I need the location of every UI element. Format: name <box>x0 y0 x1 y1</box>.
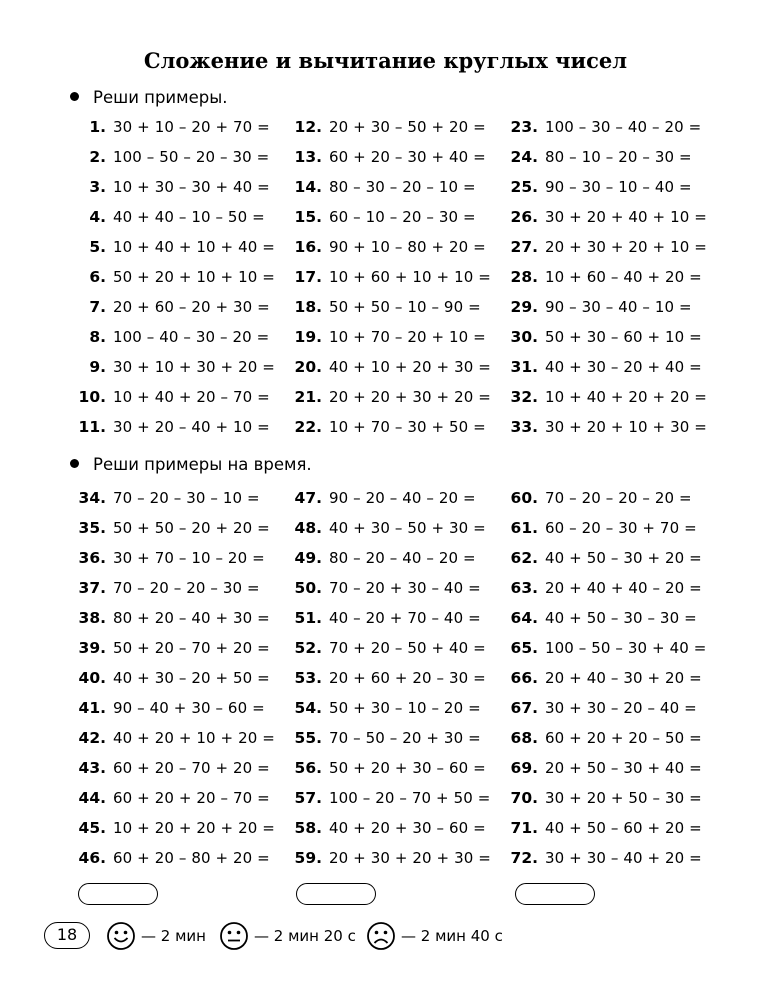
example-expression: 90 – 30 – 10 – 40 = <box>545 178 692 196</box>
example-number: 45. <box>78 819 106 837</box>
example-expression: 20 + 30 + 20 + 30 = <box>329 849 491 867</box>
example-number: 35. <box>78 519 106 537</box>
example-item <box>286 202 516 232</box>
example-number: 52. <box>294 639 322 657</box>
example-expression: 40 + 50 – 60 + 20 = <box>545 819 702 837</box>
example-item <box>502 352 732 382</box>
example-number: 66. <box>510 669 538 687</box>
example-number: 69. <box>510 759 538 777</box>
example-expression: 20 + 60 + 20 – 30 = <box>329 669 486 687</box>
example-item <box>502 202 732 232</box>
example-item <box>502 753 732 783</box>
example-item <box>70 322 300 352</box>
example-expression: 90 – 30 – 40 – 10 = <box>545 298 692 316</box>
example-item <box>286 663 516 693</box>
example-number: 28. <box>510 268 538 286</box>
example-expression: 50 + 20 – 70 + 20 = <box>113 639 270 657</box>
example-item <box>502 292 732 322</box>
example-expression: 60 + 20 – 70 + 20 = <box>113 759 270 777</box>
example-expression: 60 – 20 – 30 + 70 = <box>545 519 697 537</box>
example-expression: 30 + 10 – 20 + 70 = <box>113 118 270 136</box>
example-expression: 100 – 50 – 30 + 40 = <box>545 639 707 657</box>
example-number: 30. <box>510 328 538 346</box>
example-expression: 10 + 40 + 20 – 70 = <box>113 388 270 406</box>
example-number: 59. <box>294 849 322 867</box>
example-item <box>70 262 300 292</box>
example-number: 70. <box>510 789 538 807</box>
example-expression: 10 + 20 + 20 + 20 = <box>113 819 275 837</box>
example-expression: 90 – 40 + 30 – 60 = <box>113 699 265 717</box>
example-number: 31. <box>510 358 538 376</box>
example-item <box>286 232 516 262</box>
example-number: 1. <box>89 118 106 136</box>
example-number: 64. <box>510 609 538 627</box>
example-expression: 20 + 30 + 20 + 10 = <box>545 238 707 256</box>
example-item <box>286 723 516 753</box>
example-expression: 10 + 70 – 30 + 50 = <box>329 418 486 436</box>
example-expression: 100 – 40 – 30 – 20 = <box>113 328 270 346</box>
example-number: 42. <box>78 729 106 747</box>
example-item <box>502 663 732 693</box>
example-item <box>502 843 732 873</box>
example-number: 32. <box>510 388 538 406</box>
example-item <box>286 112 516 142</box>
example-item <box>70 813 300 843</box>
example-item <box>70 543 300 573</box>
example-number: 8. <box>89 328 106 346</box>
example-expression: 80 + 20 – 40 + 30 = <box>113 609 270 627</box>
example-number: 5. <box>89 238 106 256</box>
example-expression: 70 – 20 – 30 – 10 = <box>113 489 260 507</box>
example-number: 10. <box>78 388 106 406</box>
example-number: 34. <box>78 489 106 507</box>
example-number: 40. <box>78 669 106 687</box>
example-number: 11. <box>78 418 106 436</box>
example-number: 41. <box>78 699 106 717</box>
example-expression: 10 + 40 + 20 + 20 = <box>545 388 707 406</box>
example-expression: 10 + 60 – 40 + 20 = <box>545 268 702 286</box>
example-item <box>70 292 300 322</box>
example-expression: 30 + 20 + 50 – 30 = <box>545 789 702 807</box>
example-number: 3. <box>89 178 106 196</box>
example-number: 72. <box>510 849 538 867</box>
example-number: 16. <box>294 238 322 256</box>
example-item <box>70 352 300 382</box>
answer-box-3[interactable] <box>515 883 595 905</box>
example-item <box>286 513 516 543</box>
example-item <box>286 633 516 663</box>
example-expression: 40 + 20 + 10 + 20 = <box>113 729 275 747</box>
example-item <box>70 412 300 442</box>
example-expression: 60 + 20 – 80 + 20 = <box>113 849 270 867</box>
example-expression: 20 + 30 – 50 + 20 = <box>329 118 486 136</box>
example-expression: 20 + 50 – 30 + 40 = <box>545 759 702 777</box>
example-number: 4. <box>89 208 106 226</box>
example-number: 24. <box>510 148 538 166</box>
example-item <box>502 412 732 442</box>
example-expression: 40 + 40 – 10 – 50 = <box>113 208 265 226</box>
example-item <box>70 843 300 873</box>
example-number: 38. <box>78 609 106 627</box>
example-expression: 30 + 20 – 40 + 10 = <box>113 418 270 436</box>
instruction-2 <box>70 455 312 474</box>
example-expression: 80 – 30 – 20 – 10 = <box>329 178 476 196</box>
timing-fast <box>106 921 206 951</box>
example-number: 55. <box>294 729 322 747</box>
example-item <box>502 633 732 663</box>
example-number: 53. <box>294 669 322 687</box>
example-item <box>502 813 732 843</box>
example-expression: 40 + 50 – 30 – 30 = <box>545 609 697 627</box>
timing-medium <box>219 921 356 951</box>
example-item <box>502 693 732 723</box>
example-number: 33. <box>510 418 538 436</box>
example-number: 44. <box>78 789 106 807</box>
example-item <box>502 483 732 513</box>
example-number: 46. <box>78 849 106 867</box>
example-expression: 60 – 10 – 20 – 30 = <box>329 208 476 226</box>
answer-box-2[interactable] <box>296 883 376 905</box>
example-number: 19. <box>294 328 322 346</box>
example-item <box>286 543 516 573</box>
example-item <box>286 693 516 723</box>
example-expression: 40 + 10 + 20 + 30 = <box>329 358 491 376</box>
example-item <box>286 322 516 352</box>
example-item <box>286 753 516 783</box>
example-expression: 10 + 30 – 30 + 40 = <box>113 178 270 196</box>
example-number: 65. <box>510 639 538 657</box>
example-item <box>70 723 300 753</box>
example-item <box>286 603 516 633</box>
example-expression: 70 + 20 – 50 + 40 = <box>329 639 486 657</box>
example-number: 68. <box>510 729 538 747</box>
example-expression: 30 + 20 + 10 + 30 = <box>545 418 707 436</box>
example-item <box>502 172 732 202</box>
example-expression: 100 – 30 – 40 – 20 = <box>545 118 702 136</box>
neutral-face-icon <box>219 921 249 951</box>
example-expression: 20 + 40 + 40 – 20 = <box>545 579 702 597</box>
example-expression: 10 + 60 + 10 + 10 = <box>329 268 491 286</box>
example-number: 36. <box>78 549 106 567</box>
example-item <box>502 573 732 603</box>
example-item <box>286 142 516 172</box>
example-number: 27. <box>510 238 538 256</box>
example-item <box>70 513 300 543</box>
example-item <box>502 322 732 352</box>
example-number: 62. <box>510 549 538 567</box>
example-item <box>502 513 732 543</box>
example-item <box>286 292 516 322</box>
example-item <box>70 603 300 633</box>
example-number: 6. <box>89 268 106 286</box>
example-expression: 30 + 30 – 40 + 20 = <box>545 849 702 867</box>
bullet-icon <box>70 92 79 101</box>
example-number: 49. <box>294 549 322 567</box>
example-expression: 40 + 50 – 30 + 20 = <box>545 549 702 567</box>
example-item <box>286 382 516 412</box>
example-expression: 80 – 10 – 20 – 30 = <box>545 148 692 166</box>
answer-box-1[interactable] <box>78 883 158 905</box>
example-number: 71. <box>510 819 538 837</box>
example-expression: 40 + 20 + 30 – 60 = <box>329 819 486 837</box>
example-expression: 70 – 20 – 20 – 30 = <box>113 579 260 597</box>
example-expression: 60 + 20 + 20 – 50 = <box>545 729 702 747</box>
example-number: 25. <box>510 178 538 196</box>
example-expression: 100 – 20 – 70 + 50 = <box>329 789 491 807</box>
example-number: 39. <box>78 639 106 657</box>
bullet-icon <box>70 459 79 468</box>
example-expression: 60 + 20 – 30 + 40 = <box>329 148 486 166</box>
example-expression: 50 + 20 + 30 – 60 = <box>329 759 486 777</box>
example-number: 48. <box>294 519 322 537</box>
example-expression: 30 + 30 – 20 – 40 = <box>545 699 697 717</box>
example-item <box>286 843 516 873</box>
example-number: 21. <box>294 388 322 406</box>
example-item <box>70 633 300 663</box>
smiling-face-icon <box>106 921 136 951</box>
example-item <box>286 352 516 382</box>
example-item <box>286 262 516 292</box>
example-expression: 20 + 40 – 30 + 20 = <box>545 669 702 687</box>
example-expression: 30 + 20 + 40 + 10 = <box>545 208 707 226</box>
example-expression: 90 + 10 – 80 + 20 = <box>329 238 486 256</box>
example-item <box>70 693 300 723</box>
example-item <box>70 112 300 142</box>
example-number: 9. <box>89 358 106 376</box>
example-item <box>286 483 516 513</box>
example-item <box>70 753 300 783</box>
example-number: 2. <box>89 148 106 166</box>
example-number: 37. <box>78 579 106 597</box>
example-number: 54. <box>294 699 322 717</box>
example-item <box>70 232 300 262</box>
example-number: 15. <box>294 208 322 226</box>
timing-slow-label: — 2 мин 40 с <box>401 927 503 945</box>
example-item <box>502 142 732 172</box>
example-item <box>502 232 732 262</box>
example-item <box>286 573 516 603</box>
example-expression: 90 – 20 – 40 – 20 = <box>329 489 476 507</box>
example-expression: 50 + 50 – 20 + 20 = <box>113 519 270 537</box>
example-expression: 70 – 20 – 20 – 20 = <box>545 489 692 507</box>
example-number: 7. <box>89 298 106 316</box>
example-item <box>70 783 300 813</box>
instruction-2-text: Реши примеры на время. <box>93 455 312 474</box>
example-item <box>502 723 732 753</box>
example-expression: 50 + 30 – 60 + 10 = <box>545 328 702 346</box>
sad-face-icon <box>366 921 396 951</box>
example-number: 18. <box>294 298 322 316</box>
example-number: 56. <box>294 759 322 777</box>
example-expression: 20 + 60 – 20 + 30 = <box>113 298 270 316</box>
example-item <box>286 172 516 202</box>
example-expression: 80 – 20 – 40 – 20 = <box>329 549 476 567</box>
example-item <box>502 603 732 633</box>
example-expression: 40 – 20 + 70 – 40 = <box>329 609 481 627</box>
page-number: 18 <box>44 922 90 949</box>
example-number: 61. <box>510 519 538 537</box>
example-expression: 40 + 30 – 50 + 30 = <box>329 519 486 537</box>
example-expression: 50 + 30 – 10 – 20 = <box>329 699 481 717</box>
instruction-1-text: Реши примеры. <box>93 88 228 107</box>
example-number: 17. <box>294 268 322 286</box>
example-number: 20. <box>294 358 322 376</box>
example-number: 67. <box>510 699 538 717</box>
example-item <box>286 783 516 813</box>
example-item <box>70 483 300 513</box>
example-number: 13. <box>294 148 322 166</box>
example-expression: 50 + 50 – 10 – 90 = <box>329 298 481 316</box>
example-number: 12. <box>294 118 322 136</box>
example-expression: 40 + 30 – 20 + 40 = <box>545 358 702 376</box>
example-item <box>502 262 732 292</box>
example-expression: 20 + 20 + 30 + 20 = <box>329 388 491 406</box>
example-expression: 70 – 50 – 20 + 30 = <box>329 729 481 747</box>
example-number: 57. <box>294 789 322 807</box>
example-expression: 70 – 20 + 30 – 40 = <box>329 579 481 597</box>
example-item <box>70 142 300 172</box>
timing-slow <box>366 921 503 951</box>
example-item <box>70 663 300 693</box>
example-expression: 10 + 40 + 10 + 40 = <box>113 238 275 256</box>
example-item <box>70 202 300 232</box>
example-expression: 100 – 50 – 20 – 30 = <box>113 148 270 166</box>
example-number: 51. <box>294 609 322 627</box>
instruction-1 <box>70 88 228 107</box>
example-item <box>502 382 732 412</box>
example-number: 60. <box>510 489 538 507</box>
example-number: 43. <box>78 759 106 777</box>
page-title: Сложение и вычитание круглых чисел <box>143 48 628 73</box>
example-item <box>70 172 300 202</box>
example-item <box>70 382 300 412</box>
timing-fast-label: — 2 мин <box>141 927 206 945</box>
example-number: 29. <box>510 298 538 316</box>
example-item <box>502 783 732 813</box>
example-number: 22. <box>294 418 322 436</box>
timing-medium-label: — 2 мин 20 с <box>254 927 356 945</box>
example-expression: 50 + 20 + 10 + 10 = <box>113 268 275 286</box>
example-expression: 30 + 10 + 30 + 20 = <box>113 358 275 376</box>
example-expression: 10 + 70 – 20 + 10 = <box>329 328 486 346</box>
example-expression: 60 + 20 + 20 – 70 = <box>113 789 270 807</box>
example-item <box>502 112 732 142</box>
example-number: 26. <box>510 208 538 226</box>
example-number: 23. <box>510 118 538 136</box>
example-number: 14. <box>294 178 322 196</box>
example-item <box>70 573 300 603</box>
example-number: 47. <box>294 489 322 507</box>
example-number: 58. <box>294 819 322 837</box>
example-expression: 30 + 70 – 10 – 20 = <box>113 549 265 567</box>
example-number: 50. <box>294 579 322 597</box>
example-expression: 40 + 30 – 20 + 50 = <box>113 669 270 687</box>
example-item <box>286 412 516 442</box>
example-item <box>502 543 732 573</box>
example-number: 63. <box>510 579 538 597</box>
example-item <box>286 813 516 843</box>
